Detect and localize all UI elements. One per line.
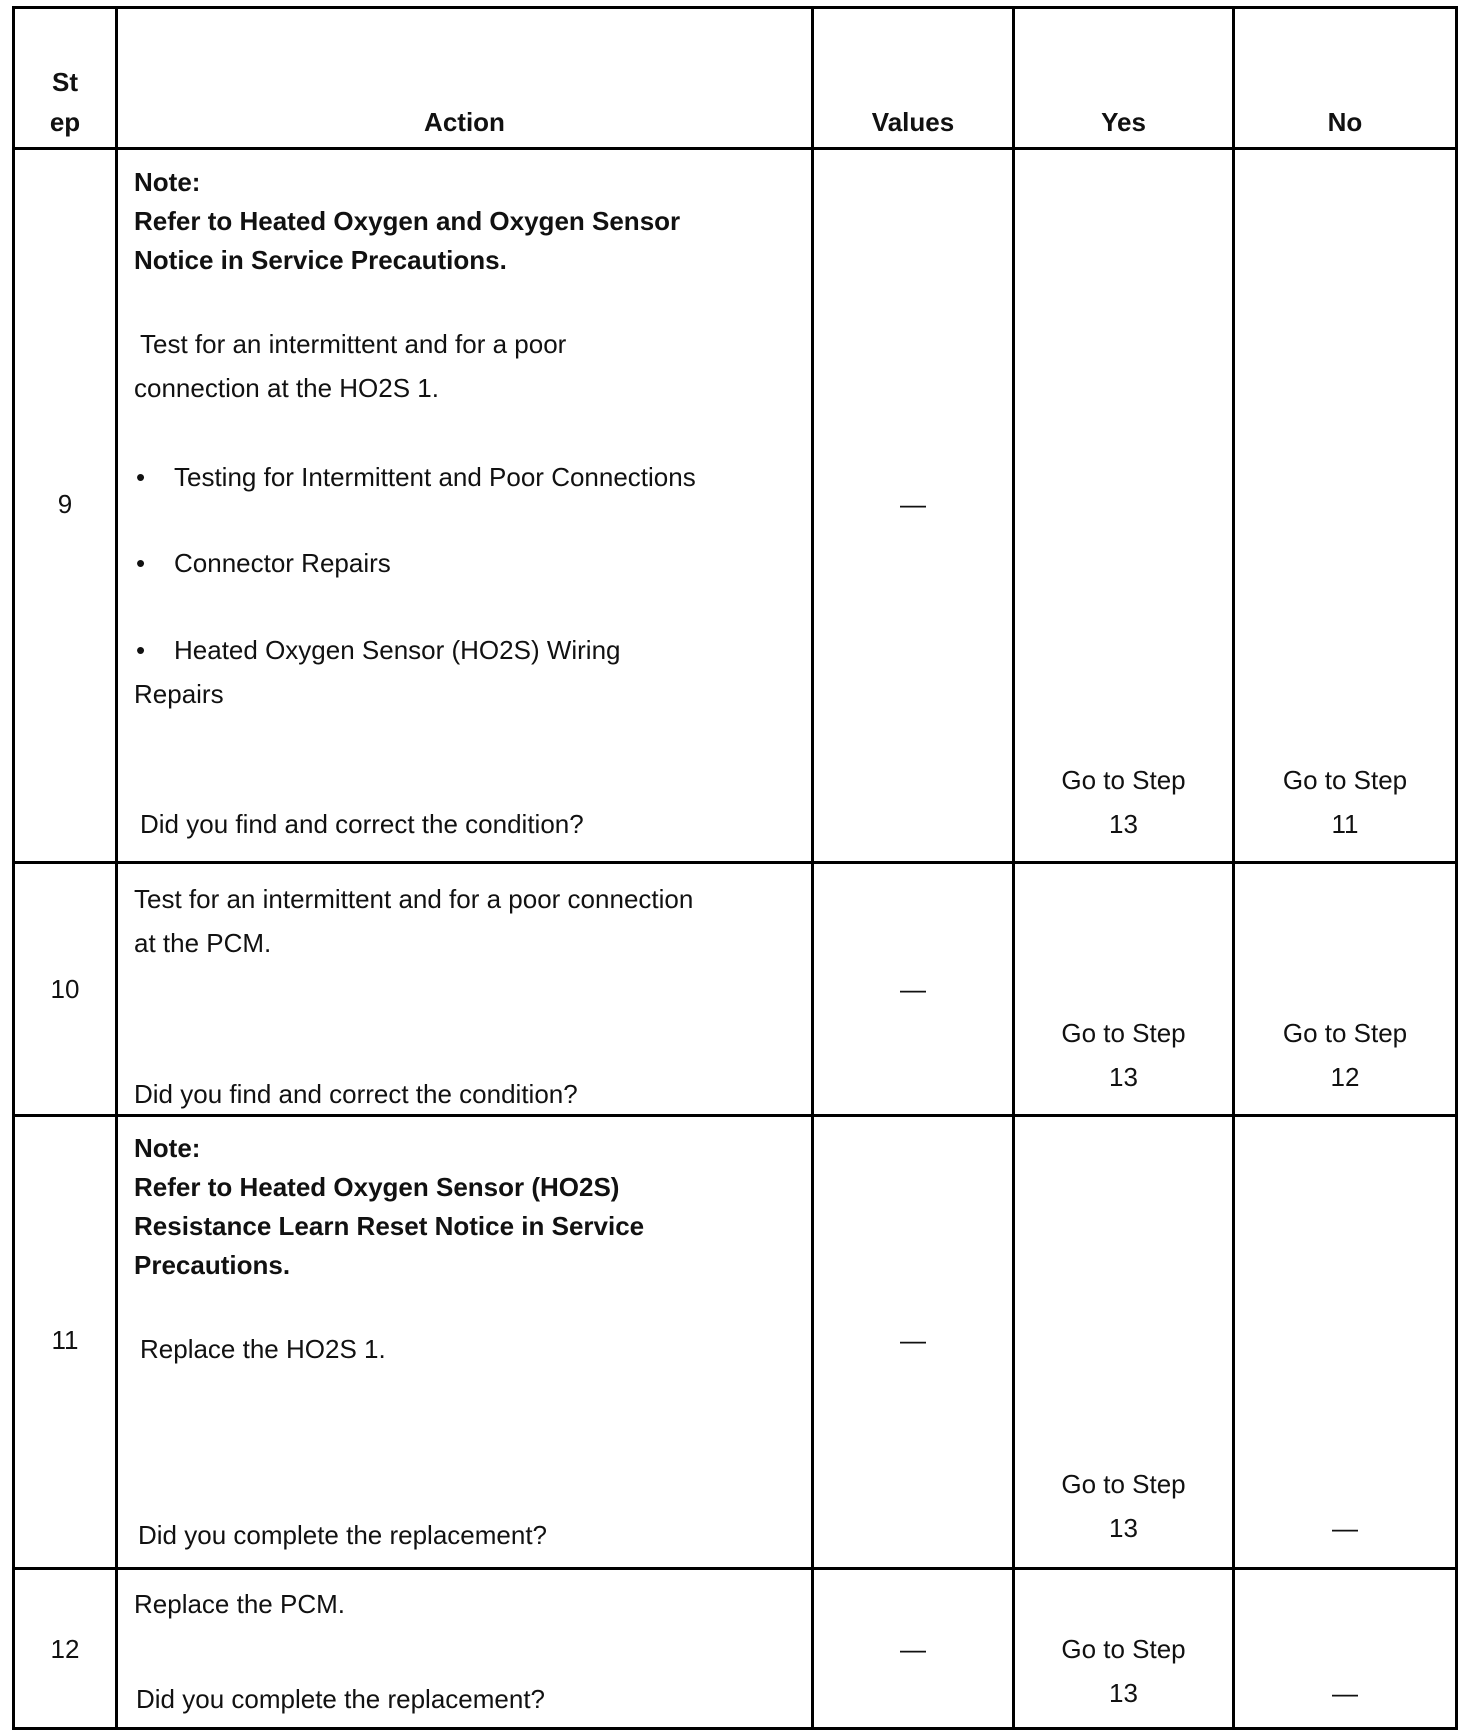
action-text-line1: Test for an intermittent and for a poor <box>140 329 567 359</box>
question-text: Did you find and correct the condition? <box>134 1079 578 1109</box>
yes-goto-line2[interactable]: 13 <box>1109 1678 1138 1708</box>
yes-goto-line2[interactable]: 13 <box>1109 1513 1138 1543</box>
no-goto-line1[interactable]: Go to Step <box>1282 1018 1408 1048</box>
bullet-icon: • <box>136 635 146 665</box>
note-label: Note: <box>134 1133 201 1163</box>
yes-goto-line1[interactable]: Go to Step <box>1061 1018 1186 1048</box>
action-text: Replace the PCM. <box>134 1589 345 1619</box>
header-step-line2: ep <box>49 107 81 137</box>
values-dash: — <box>900 1325 926 1355</box>
header-action: Action <box>424 107 505 137</box>
action-text-line2: at the PCM. <box>134 928 272 958</box>
yes-goto-line1[interactable]: Go to Step <box>1061 1469 1186 1499</box>
note-label: Note: <box>134 167 201 197</box>
step-number: 10 <box>50 974 80 1004</box>
step-number: 11 <box>51 1325 79 1355</box>
yes-cell <box>1012 147 1235 864</box>
yes-goto-line2[interactable]: 13 <box>1109 1062 1138 1092</box>
no-cell <box>1232 147 1458 864</box>
question-text: Did you find and correct the condition? <box>140 809 584 839</box>
yes-goto-line1[interactable]: Go to Step <box>1061 765 1186 795</box>
action-text: Replace the HO2S 1. <box>140 1334 386 1364</box>
bullet-item-continuation[interactable]: Repairs <box>134 679 224 709</box>
bullet-icon: • <box>136 548 146 578</box>
action-text-line2: connection at the HO2S 1. <box>134 373 439 403</box>
header-step-line1: St <box>52 67 78 97</box>
no-goto-line2[interactable]: 11 <box>1331 809 1359 839</box>
no-goto-line2[interactable]: 12 <box>1330 1062 1360 1092</box>
note-text-line2: Notice in Service Precautions. <box>134 245 507 275</box>
bullet-item[interactable]: Testing for Intermittent and Poor Connections <box>174 462 696 492</box>
values-dash: — <box>900 974 926 1004</box>
header-values: Values <box>871 107 955 137</box>
question-text: Did you complete the replacement? <box>136 1684 546 1714</box>
values-dash: — <box>900 1634 926 1664</box>
note-text-line3: Precautions. <box>134 1250 291 1280</box>
bullet-item[interactable]: Heated Oxygen Sensor (HO2S) Wiring <box>174 635 621 665</box>
action-text-line1: Test for an intermittent and for a poor connection <box>134 884 694 914</box>
no-dash: — <box>1332 1513 1358 1543</box>
note-text-line1: Refer to Heated Oxygen and Oxygen Sensor <box>134 206 681 236</box>
note-text-line1: Refer to Heated Oxygen Sensor (HO2S) <box>134 1172 620 1202</box>
no-dash: — <box>1332 1678 1358 1708</box>
step-number: 9 <box>57 489 73 519</box>
yes-goto-line2[interactable]: 13 <box>1109 809 1138 839</box>
values-dash: — <box>900 489 926 519</box>
bullet-item[interactable]: Connector Repairs <box>174 548 391 578</box>
header-yes: Yes <box>1101 107 1146 137</box>
bullet-icon: • <box>136 462 146 492</box>
note-text-line2: Resistance Learn Reset Notice in Service <box>134 1211 645 1241</box>
no-cell <box>1232 1114 1458 1570</box>
step-number: 12 <box>50 1634 80 1664</box>
header-no: No <box>1327 107 1363 137</box>
question-text: Did you complete the replacement? <box>138 1520 548 1550</box>
no-goto-line1[interactable]: Go to Step <box>1282 765 1408 795</box>
yes-goto-line1[interactable]: Go to Step <box>1061 1634 1186 1664</box>
